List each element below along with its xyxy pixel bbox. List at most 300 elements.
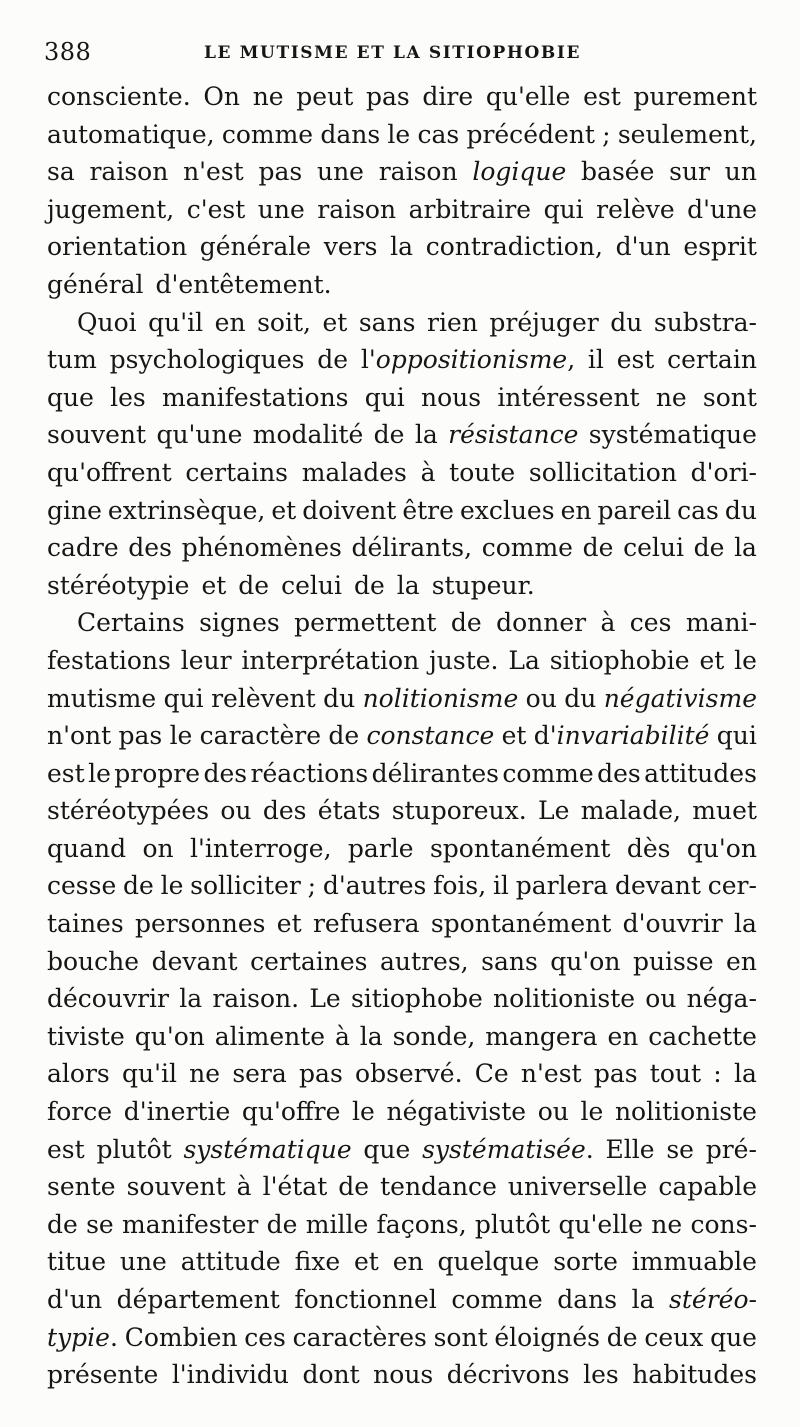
word: stuporeux. — [391, 796, 527, 826]
word: souvent — [126, 1172, 226, 1202]
word: que — [363, 1134, 411, 1164]
word: devant — [614, 871, 701, 901]
word: ne — [651, 1209, 683, 1239]
word: souvent — [47, 420, 147, 450]
word: que — [47, 382, 94, 412]
word: esprit — [683, 232, 757, 262]
word: ; — [602, 119, 611, 149]
word: tiviste — [47, 1021, 125, 1051]
text-line — [47, 1319, 757, 1357]
italic-text: négativisme — [603, 683, 757, 713]
word: sans — [358, 307, 416, 337]
word: sont — [702, 382, 757, 412]
word: sans — [481, 946, 538, 976]
word — [183, 1131, 351, 1169]
word: n'est — [520, 1059, 582, 1089]
word: phénomènes — [181, 533, 342, 563]
word: jugement, — [47, 194, 175, 224]
word: gine — [47, 495, 102, 525]
word: personnes — [135, 909, 266, 939]
word: toute — [449, 457, 516, 487]
word: mangera — [485, 1021, 598, 1051]
word: mille — [305, 1209, 369, 1239]
word: à — [600, 608, 616, 638]
word: alimente — [214, 1021, 326, 1051]
text-line — [47, 304, 757, 342]
word: que — [710, 1322, 757, 1352]
word: ne — [655, 382, 687, 412]
word: une — [257, 194, 305, 224]
word: qui — [716, 721, 757, 751]
word: néga- — [686, 984, 757, 1014]
text-line — [47, 529, 757, 567]
word: On — [203, 82, 240, 111]
word: cesse — [47, 871, 117, 901]
word: d'ori- — [690, 457, 757, 487]
word: : — [713, 1059, 722, 1089]
word: juste. — [429, 645, 499, 675]
word — [448, 416, 578, 454]
word: Quoi — [77, 307, 137, 337]
word: découvrir — [47, 984, 169, 1014]
word: qui — [364, 382, 405, 412]
italic-text: nolitionisme — [362, 683, 519, 713]
word: de — [606, 1322, 638, 1352]
text-line — [47, 830, 757, 868]
text-line — [47, 78, 757, 116]
word: plutôt — [96, 1134, 172, 1164]
italic-text: constance — [366, 721, 495, 751]
word: attitudes — [644, 758, 757, 788]
word: en — [560, 495, 592, 525]
word: nolitioniste — [493, 984, 636, 1014]
word: et — [276, 909, 302, 939]
word: sorte — [553, 1247, 618, 1277]
word: stéréotypées — [47, 796, 210, 826]
word: relève — [596, 194, 675, 224]
text-line — [47, 1206, 757, 1244]
word: la — [734, 533, 757, 563]
word: interprétation — [241, 645, 420, 675]
paragraph — [47, 604, 757, 1393]
word — [366, 717, 494, 755]
word: intéressent — [497, 382, 640, 412]
word: ces — [629, 608, 672, 638]
word: le — [160, 871, 184, 901]
word: la — [179, 984, 203, 1014]
word: titue — [47, 1247, 106, 1277]
text-line — [47, 492, 757, 530]
word: sur — [669, 157, 710, 187]
word: consciente. — [47, 82, 191, 111]
word: La — [508, 645, 540, 675]
word: autres, — [380, 946, 469, 976]
body-text — [47, 78, 757, 1394]
word: de — [373, 420, 405, 450]
word: attitude — [180, 1247, 281, 1277]
word: à — [420, 457, 436, 487]
word: dans — [557, 1285, 618, 1314]
word: dont — [302, 1360, 360, 1390]
word: force — [47, 1097, 113, 1127]
word: générale — [199, 232, 312, 262]
word: d'invariabilité — [533, 721, 710, 751]
word: tout — [649, 1059, 702, 1089]
word: arbitraire — [408, 194, 532, 224]
word: qu'il — [121, 1059, 177, 1089]
word: tendance — [380, 1172, 497, 1202]
word: nous — [373, 1360, 434, 1390]
word: façons, — [376, 1209, 467, 1239]
word: de — [266, 1209, 298, 1239]
word: l'état — [262, 1172, 328, 1202]
word: l'individu — [171, 1360, 289, 1390]
italic-text: stéréo- — [669, 1285, 757, 1314]
word: dire — [422, 82, 474, 111]
word: ou — [645, 984, 677, 1014]
word: du — [724, 495, 757, 525]
word: substra- — [653, 307, 757, 337]
word: négativiste — [386, 1097, 527, 1127]
word: de — [317, 345, 349, 375]
word: pré- — [705, 1134, 757, 1164]
word: la — [734, 909, 757, 939]
word: le — [734, 645, 757, 675]
word: la — [396, 570, 420, 600]
word: celui — [623, 533, 684, 563]
word: ne — [252, 82, 284, 111]
word: pas — [593, 1059, 638, 1089]
word: relèvent — [211, 683, 316, 713]
word: de — [582, 533, 614, 563]
text-line — [47, 228, 757, 266]
italic-text: logique — [472, 157, 567, 187]
word: on — [142, 833, 174, 863]
word: à — [236, 1172, 252, 1202]
word: mani- — [685, 608, 757, 638]
word: comme — [502, 758, 594, 788]
word: en — [607, 1021, 639, 1051]
word: du — [323, 683, 356, 713]
word: contradiction, — [425, 232, 603, 262]
word: ; — [307, 871, 317, 901]
word: réactions — [250, 758, 369, 788]
running-head — [44, 36, 759, 68]
word: qu'on — [134, 1021, 205, 1051]
word: est — [47, 758, 85, 788]
word — [363, 680, 519, 718]
paragraph — [47, 304, 757, 605]
word: et — [201, 570, 227, 600]
word: immuable — [631, 1247, 757, 1277]
word: est — [616, 345, 655, 375]
word: plutôt — [474, 1209, 551, 1239]
word — [604, 680, 757, 718]
word: des — [128, 533, 172, 563]
word: du — [610, 307, 643, 337]
word: puisse — [632, 946, 714, 976]
word: des — [262, 796, 307, 826]
word: comme — [481, 533, 573, 563]
word: ces — [244, 1322, 286, 1352]
word: Ce — [474, 1059, 509, 1089]
word: rien — [427, 307, 478, 337]
text-line — [47, 905, 757, 943]
word: des — [597, 758, 641, 788]
word: raison — [317, 194, 397, 224]
italic-text: invariabilité — [556, 721, 710, 751]
text-line — [47, 792, 757, 830]
word: refusera — [312, 909, 420, 939]
word: dans — [320, 119, 381, 149]
word: n'est — [183, 157, 244, 187]
text-line — [47, 1093, 757, 1131]
word: comme — [451, 1285, 543, 1314]
word: stupeur. — [431, 570, 535, 600]
word: habitudes — [632, 1360, 757, 1390]
text-line — [47, 266, 757, 304]
word: Certains — [77, 608, 185, 638]
word: sollicitation — [528, 457, 677, 487]
word: préjuger — [489, 307, 599, 337]
word: raison — [378, 157, 458, 187]
word: se — [666, 1134, 694, 1164]
word: d'un — [615, 232, 671, 262]
word: de — [238, 570, 270, 600]
word: cer- — [707, 871, 757, 901]
word: d'un — [47, 1285, 103, 1314]
word: le — [352, 1097, 375, 1127]
word: à — [335, 1021, 350, 1051]
word: département — [116, 1285, 280, 1314]
word: certaines — [250, 946, 368, 976]
word: la — [414, 420, 438, 450]
word: extrinsèque, — [107, 495, 266, 525]
word: quand — [47, 833, 127, 863]
word: soit, — [257, 307, 311, 337]
word: pas — [365, 82, 410, 111]
word: l'oppositionisme, — [360, 345, 576, 375]
word: nolitioniste — [614, 1097, 757, 1127]
text-line — [47, 416, 757, 454]
text-line — [47, 867, 757, 905]
word: doivent — [302, 495, 397, 525]
word: les — [583, 1360, 619, 1390]
word: malade, — [580, 796, 681, 826]
text-line — [47, 680, 757, 718]
word: manifestations — [161, 382, 349, 412]
word — [669, 1281, 757, 1319]
word: cons- — [690, 1209, 757, 1239]
word: ne — [189, 1059, 221, 1089]
word: une — [316, 157, 364, 187]
word: propre — [114, 758, 201, 788]
word: leur — [180, 645, 232, 675]
word: états — [317, 796, 381, 826]
italic-text: oppositionisme — [375, 345, 568, 375]
word: exclues — [459, 495, 555, 525]
word: certain — [667, 345, 757, 375]
word: mutisme — [47, 683, 157, 713]
word: le — [387, 119, 411, 149]
text-line — [47, 642, 757, 680]
word: en — [392, 1247, 424, 1277]
word: muet — [692, 796, 757, 826]
word: éloignés — [494, 1322, 600, 1352]
text-line — [47, 116, 757, 154]
word: raison. — [212, 984, 300, 1014]
word: et — [501, 721, 527, 751]
word: un — [724, 157, 757, 187]
word: Le — [309, 984, 341, 1014]
text-line — [47, 191, 757, 229]
word: pas — [258, 157, 303, 187]
word: fois, — [433, 871, 487, 901]
word: ou — [537, 1097, 569, 1127]
word: pas — [118, 721, 163, 751]
word: vers — [323, 232, 378, 262]
word: stéréotypie — [47, 570, 190, 600]
text-line — [47, 943, 757, 981]
word: qu'il — [148, 307, 204, 337]
text-line — [47, 454, 757, 492]
word: Le — [537, 796, 570, 826]
word: sitiophobe — [350, 984, 483, 1014]
word: manifester — [122, 1209, 259, 1239]
word: sitiophobie — [549, 645, 690, 675]
word: Combien — [124, 1322, 238, 1352]
word: qu'une — [156, 420, 243, 450]
word: pareil — [597, 495, 672, 525]
word: de — [450, 608, 482, 638]
word: est — [47, 1134, 85, 1164]
word: en — [214, 307, 246, 337]
word: alors — [47, 1059, 110, 1089]
word: sont — [433, 1322, 488, 1352]
word: décrivons — [446, 1360, 570, 1390]
word: le — [169, 721, 193, 751]
word: n'ont — [47, 721, 112, 751]
word: d'une — [687, 194, 757, 224]
word: quelque — [437, 1247, 540, 1277]
word: systématisée. — [422, 1134, 594, 1164]
word: délirants, — [351, 533, 473, 563]
word: précédent — [466, 119, 595, 149]
page-number: 388 — [44, 38, 92, 66]
word: se — [86, 1209, 114, 1239]
word: ceux — [644, 1322, 704, 1352]
text-line — [47, 1168, 757, 1206]
word: des — [203, 758, 248, 788]
word: malades — [301, 457, 407, 487]
word: cas — [677, 495, 719, 525]
text-line — [47, 717, 757, 755]
word: d'ouvrir — [622, 909, 723, 939]
word: sonde, — [392, 1021, 476, 1051]
word: d'inertie — [123, 1097, 231, 1127]
text-line — [47, 567, 757, 605]
word: d'entêtement. — [155, 269, 332, 299]
text-line — [47, 1356, 757, 1394]
word: parle — [347, 833, 414, 863]
word: être — [402, 495, 454, 525]
word: capable — [658, 1172, 757, 1202]
word: cachette — [648, 1021, 757, 1051]
word: l'interroge, — [190, 833, 332, 863]
word: spontanément — [430, 909, 612, 939]
text-line — [47, 1281, 757, 1319]
text-line — [47, 755, 757, 793]
italic-text: typie — [47, 1322, 110, 1352]
word: observé. — [355, 1059, 463, 1089]
word: parlera — [515, 871, 609, 901]
word: sera — [232, 1059, 287, 1089]
word: c'est — [186, 194, 246, 224]
word: le — [580, 1097, 604, 1127]
word: qu'on — [686, 833, 757, 863]
word: nous — [421, 382, 482, 412]
word: de — [47, 1209, 78, 1239]
word: Elle — [605, 1134, 655, 1164]
word: qu'elle — [485, 82, 571, 111]
text-line — [47, 379, 757, 417]
word: universelle — [507, 1172, 648, 1202]
word: ou — [525, 683, 557, 713]
word: de — [353, 570, 385, 600]
text-line — [47, 1131, 757, 1169]
word: certains — [185, 457, 289, 487]
word: qu'on — [550, 946, 621, 976]
word: automatique, — [47, 119, 215, 149]
word: et — [322, 307, 348, 337]
italic-text: systématique — [183, 1134, 352, 1164]
word: qui — [163, 683, 204, 713]
word: la — [390, 232, 414, 262]
word: typie. — [47, 1322, 118, 1352]
word: présente — [47, 1360, 159, 1390]
word: raison — [89, 157, 169, 187]
word: la — [733, 1059, 757, 1089]
word: général — [47, 269, 144, 299]
word: sente — [47, 1172, 116, 1202]
paragraph — [47, 78, 757, 304]
word: celui — [281, 570, 342, 600]
word: fixe — [294, 1247, 341, 1277]
word: donner — [496, 608, 587, 638]
word: orientation — [47, 232, 188, 262]
word: cas — [417, 119, 460, 149]
word: bouche — [47, 946, 140, 976]
word: caractère — [199, 721, 322, 751]
word: fonctionnel — [294, 1285, 437, 1314]
italic-text: résistance — [448, 420, 579, 450]
text-line — [47, 604, 757, 642]
word: peut — [296, 82, 354, 111]
word: du — [564, 683, 597, 713]
word: d'autres — [322, 871, 427, 901]
word: cadre — [47, 533, 119, 563]
word: sa — [47, 157, 75, 187]
word: le — [88, 758, 111, 788]
word: devant — [151, 946, 238, 976]
word: spontanément — [429, 833, 611, 863]
text-line — [47, 341, 757, 379]
word: taines — [47, 909, 124, 939]
word: qu'offre — [241, 1097, 341, 1127]
word: festations — [47, 645, 171, 675]
text-line — [47, 153, 757, 191]
word: et — [354, 1247, 379, 1277]
